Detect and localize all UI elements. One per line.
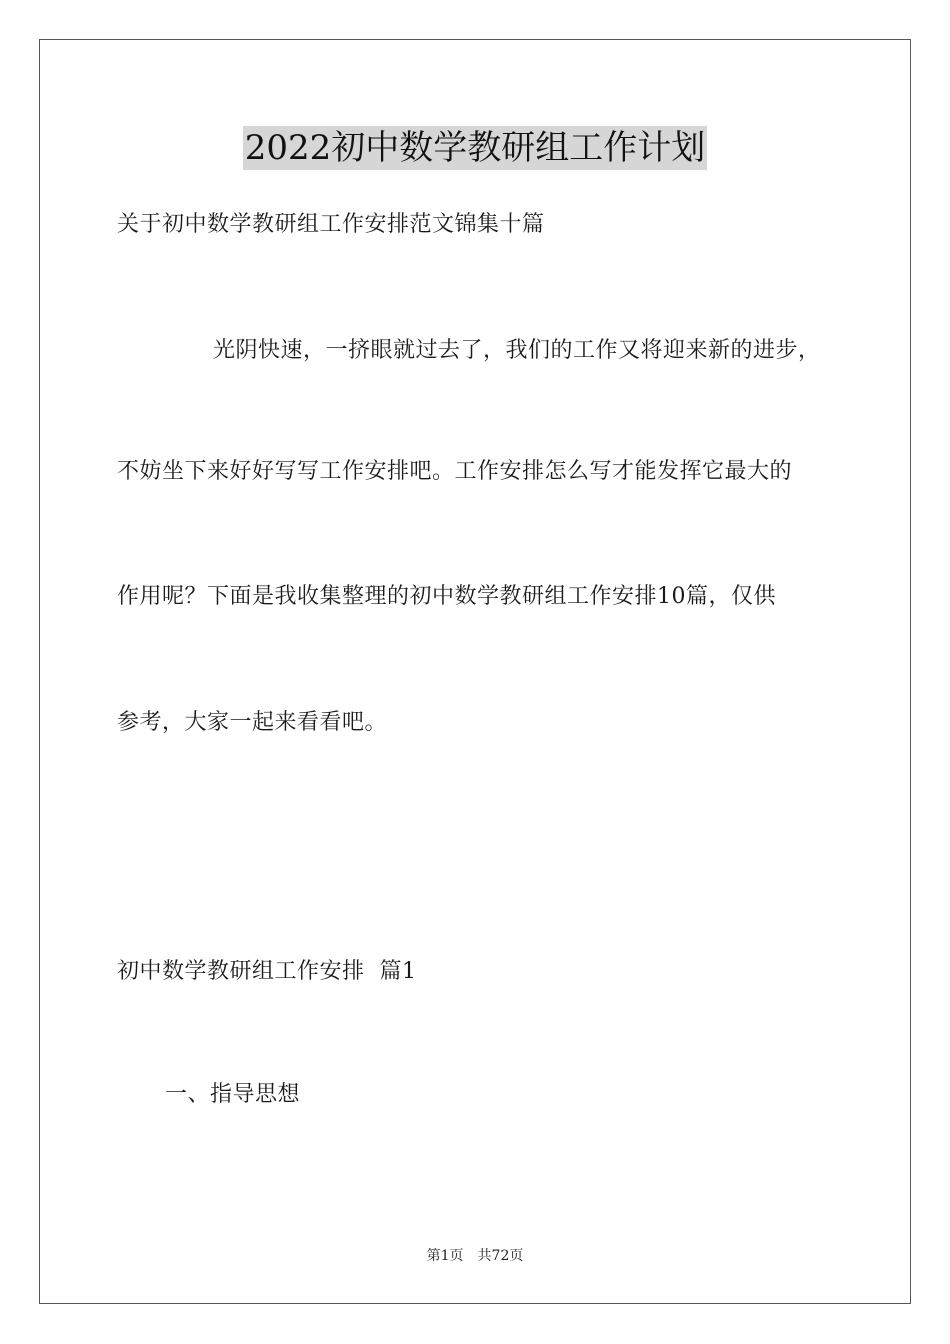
page-number-total: 共72页 [477, 1248, 524, 1264]
page-number-current: 第1页 [426, 1248, 464, 1264]
page-footer [0, 1246, 950, 1266]
intro-line-2: 不妨坐下来好好写写工作安排吧。工作安排怎么写才能发挥它最大的 [117, 459, 793, 484]
intro-line-1: 光阴快速，一挤眼就过去了，我们的工作又将迎来新的进步， [213, 338, 821, 363]
intro-line-3: 作用呢？下面是我收集整理的初中数学教研组工作安排10篇，仅供 [117, 584, 776, 609]
intro-line-4: 参考，大家一起来看看吧。 [117, 710, 388, 735]
subsection-heading: 一、指导思想 [165, 1082, 301, 1107]
document-title [0, 126, 950, 170]
section-heading: 初中数学教研组工作安排 篇1 [117, 959, 417, 984]
document-title-text: 2022初中数学教研组工作计划 [244, 128, 706, 168]
document-subtitle: 关于初中数学教研组工作安排范文锦集十篇 [117, 212, 545, 237]
